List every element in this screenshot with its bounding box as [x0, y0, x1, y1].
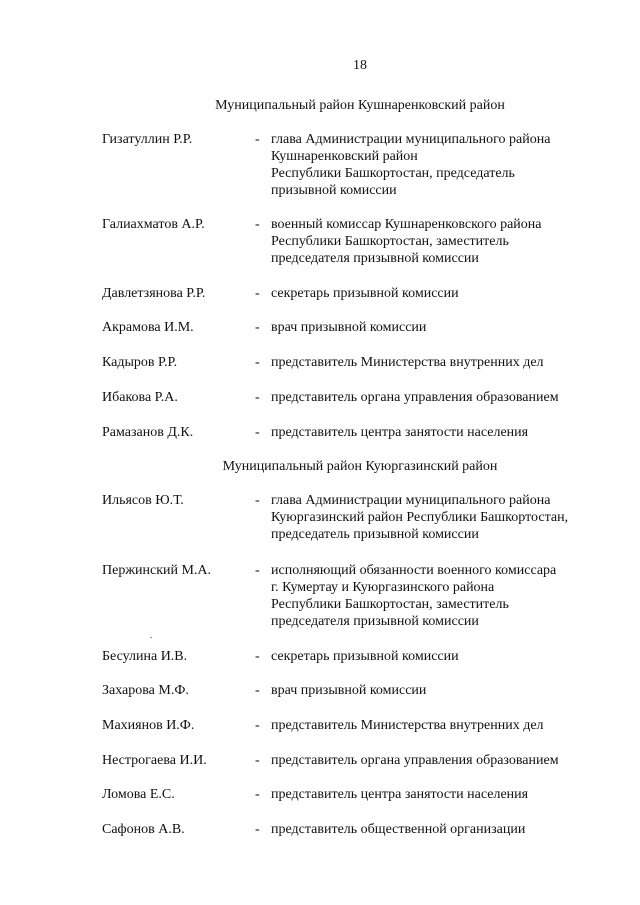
member-role-line: секретарь призывной комиссии [271, 286, 459, 301]
member-name: Ломова Е.С. [102, 787, 175, 802]
member-name: Кадыров Р.Р. [102, 355, 178, 370]
section-title: Муниципальный район Куюргазинский район [222, 459, 498, 474]
member-role-line: представитель центра занятости населения [271, 425, 529, 440]
member-dash: - [255, 718, 260, 733]
member-dash: - [255, 286, 260, 301]
member-role-line: председатель призывной комиссии [271, 527, 479, 542]
member-role [271, 648, 631, 665]
member-dash: - [255, 355, 260, 370]
member-role-line: представитель центра занятости населения [271, 787, 529, 802]
member-role [271, 786, 631, 803]
member-name: Махиянов И.Ф. [102, 718, 195, 733]
member-role-line: врач призывной комиссии [271, 683, 427, 698]
member-dash: - [255, 822, 260, 837]
member-name: Сафонов А.В. [102, 822, 185, 837]
member-role-line: Республики Башкортостан, председатель [271, 166, 515, 181]
member-name: Пержинский М.А. [102, 563, 212, 578]
member-dash: - [255, 320, 260, 335]
member-role [271, 319, 631, 336]
member-name: Галиахматов А.Р. [102, 217, 205, 232]
section-title: Муниципальный район Кушнаренковский район [215, 98, 505, 113]
member-role [271, 285, 631, 302]
member-role-line: г. Кумертау и Куюргазинского района [271, 580, 495, 595]
member-name: Нестрогаева И.И. [102, 753, 207, 768]
member-role-line: исполняющий обязанности военного комиссара [271, 563, 557, 578]
member-name: Гизатуллин Р.Р. [102, 132, 193, 147]
member-dash: - [255, 683, 260, 698]
member-name: Акрамова И.М. [102, 320, 194, 335]
member-role [271, 354, 631, 371]
member-role-line: Республики Башкортостан, заместитель [271, 234, 509, 249]
member-role-line: председателя призывной комиссии [271, 614, 479, 629]
member-dash: - [255, 753, 260, 768]
member-role-line: Куюргазинский район Республики Башкортостан, [271, 510, 569, 525]
member-role-line: председателя призывной комиссии [271, 251, 479, 266]
member-role [271, 216, 631, 267]
member-role [271, 131, 631, 199]
member-name: Давлетзянова Р.Р. [102, 286, 206, 301]
member-dash: - [255, 563, 260, 578]
member-dash: - [255, 390, 260, 405]
member-role [271, 752, 631, 769]
member-role-line: глава Администрации муниципального района [271, 132, 551, 147]
member-role-line: представитель общественной организации [271, 822, 526, 837]
member-role [271, 492, 631, 543]
member-name: Захарова М.Ф. [102, 683, 189, 698]
member-role [271, 821, 631, 838]
member-role-line: представитель органа управления образованием [271, 753, 559, 768]
member-dash: - [255, 217, 260, 232]
member-name: Бесулина И.В. [102, 649, 188, 664]
member-role-line: Республики Башкортостан, заместитель [271, 597, 509, 612]
member-role-line: представитель Министерства внутренних дел [271, 355, 544, 370]
member-role [271, 424, 631, 441]
member-role-line: представитель органа управления образованием [271, 390, 559, 405]
member-name: Ибакова Р.А. [102, 390, 178, 405]
member-role [271, 682, 631, 699]
member-name: Ильясов Ю.Т. [102, 493, 184, 508]
member-role [271, 717, 631, 734]
member-dash: - [255, 425, 260, 440]
member-role-line: врач призывной комиссии [271, 320, 427, 335]
member-role-line: Кушнаренковский район [271, 149, 418, 164]
member-dash: - [255, 649, 260, 664]
scan-speck [150, 637, 152, 638]
member-name: Рамазанов Д.К. [102, 425, 194, 440]
member-role [271, 389, 631, 406]
member-role-line: военный комиссар Кушнаренковского района [271, 217, 542, 232]
member-role-line: призывной комиссии [271, 183, 397, 198]
member-role-line: глава Администрации муниципального района [271, 493, 551, 508]
member-dash: - [255, 787, 260, 802]
member-role-line: секретарь призывной комиссии [271, 649, 459, 664]
member-role-line: представитель Министерства внутренних дел [271, 718, 544, 733]
page-number: 18 [353, 58, 367, 73]
member-role [271, 562, 631, 630]
member-dash: - [255, 493, 260, 508]
member-dash: - [255, 132, 260, 147]
